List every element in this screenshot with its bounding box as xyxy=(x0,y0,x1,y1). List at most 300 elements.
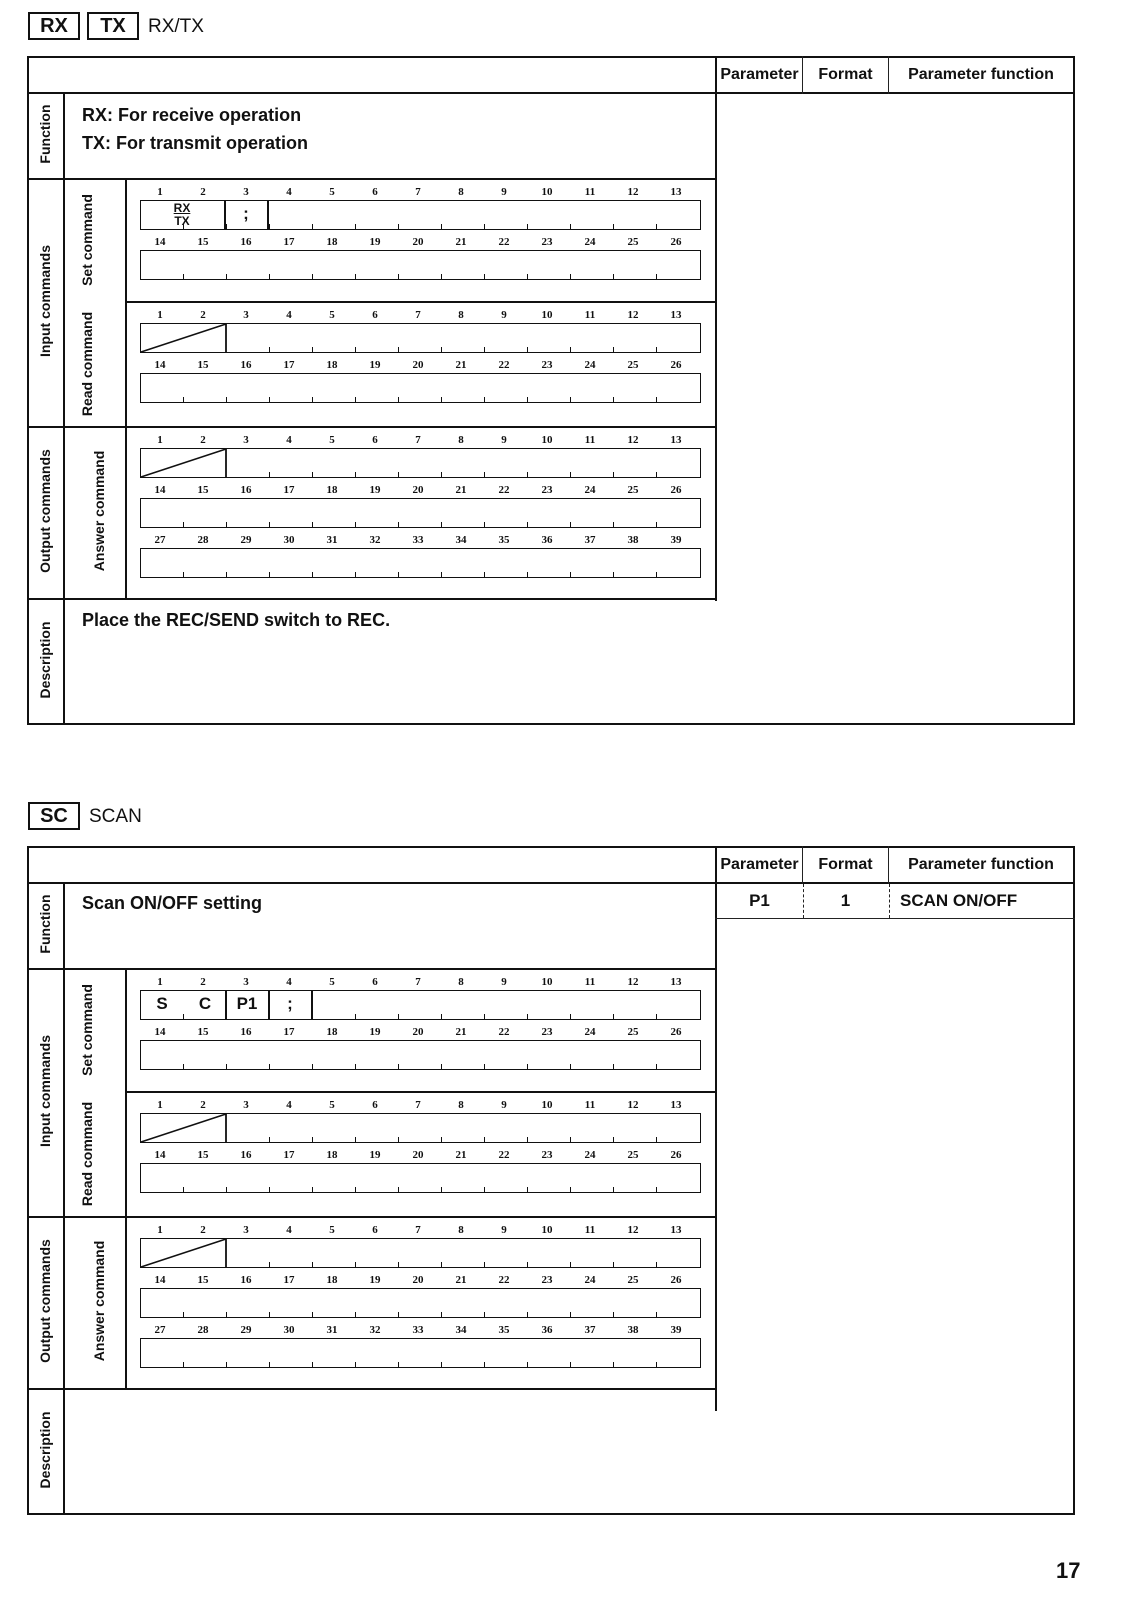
column-number: 11 xyxy=(584,1224,596,1236)
column-number: 21 xyxy=(455,359,467,371)
column-number: 11 xyxy=(584,309,596,321)
column-number: 25 xyxy=(627,1026,639,1038)
column-tick xyxy=(656,522,657,527)
column-tick xyxy=(441,1312,442,1317)
rule-line xyxy=(27,92,1075,94)
column-tick xyxy=(226,224,227,229)
column-tick xyxy=(441,1137,442,1142)
column-number: 16 xyxy=(240,1026,252,1038)
column-number: 1 xyxy=(157,434,163,446)
column-number: 24 xyxy=(584,1149,596,1161)
rule-line xyxy=(63,882,65,1513)
column-tick xyxy=(226,397,227,402)
column-number: 8 xyxy=(458,309,464,321)
column-tick xyxy=(398,1064,399,1069)
column-tick xyxy=(527,1262,528,1267)
column-number: 23 xyxy=(541,1026,553,1038)
column-number: 17 xyxy=(283,484,295,496)
column-number: 19 xyxy=(369,359,381,371)
column-number: 5 xyxy=(329,186,335,198)
sc-tag: SC xyxy=(28,802,80,830)
column-tick xyxy=(226,1064,227,1069)
column-tick xyxy=(398,1014,399,1019)
command-field-box xyxy=(140,498,701,528)
column-number: 28 xyxy=(197,1324,209,1336)
set-cell-p1: P1 xyxy=(236,994,258,1013)
column-number: 4 xyxy=(286,1224,292,1236)
column-number: 25 xyxy=(627,1274,639,1286)
set-cell-rx: RX xyxy=(173,201,191,215)
column-tick xyxy=(355,1312,356,1317)
column-tick xyxy=(312,472,313,477)
function-line-rx: RX: For receive operation xyxy=(82,105,302,125)
column-tick xyxy=(570,1137,571,1142)
column-number: 13 xyxy=(670,309,682,321)
column-number: 15 xyxy=(197,1026,209,1038)
column-tick xyxy=(312,224,313,229)
column-number: 26 xyxy=(670,359,682,371)
dash-divider xyxy=(889,884,890,918)
column-number: 9 xyxy=(501,186,507,198)
command-field-box xyxy=(140,373,701,403)
column-tick xyxy=(269,1312,270,1317)
column-number: 5 xyxy=(329,1099,335,1111)
column-number: 28 xyxy=(197,534,209,546)
column-number: 8 xyxy=(458,976,464,988)
rule-line xyxy=(715,846,717,1411)
command-field-box xyxy=(140,1040,701,1070)
column-number: 19 xyxy=(369,1149,381,1161)
column-number: 2 xyxy=(200,186,206,198)
column-tick xyxy=(441,347,442,352)
column-tick xyxy=(613,1362,614,1367)
column-number: 7 xyxy=(415,1099,421,1111)
rule-line xyxy=(27,1388,715,1390)
column-number: 9 xyxy=(501,1224,507,1236)
command-field-box xyxy=(140,323,701,353)
column-tick xyxy=(441,1014,442,1019)
parameter-header: Parameter xyxy=(720,856,799,873)
column-tick xyxy=(441,472,442,477)
column-number: 7 xyxy=(415,186,421,198)
column-number: 1 xyxy=(157,1224,163,1236)
column-number: 26 xyxy=(670,1026,682,1038)
column-tick xyxy=(441,397,442,402)
column-number: 31 xyxy=(326,1324,338,1336)
column-tick xyxy=(183,1064,184,1069)
column-number: 29 xyxy=(240,534,252,546)
set-cell-c: C xyxy=(198,994,212,1013)
column-tick xyxy=(570,397,571,402)
column-tick xyxy=(355,1014,356,1019)
rule-line xyxy=(125,1091,715,1093)
function-text: Scan ON/OFF setting xyxy=(82,893,263,913)
column-number: 25 xyxy=(627,1149,639,1161)
column-tick xyxy=(613,1312,614,1317)
column-tick xyxy=(226,1312,227,1317)
column-number: 2 xyxy=(200,309,206,321)
column-number: 36 xyxy=(541,534,553,546)
column-tick xyxy=(398,1312,399,1317)
column-tick xyxy=(312,522,313,527)
column-tick xyxy=(398,1362,399,1367)
column-tick xyxy=(269,224,270,229)
column-number: 24 xyxy=(584,359,596,371)
column-number: 6 xyxy=(372,186,378,198)
column-number: 17 xyxy=(283,1274,295,1286)
column-tick xyxy=(269,274,270,279)
column-number: 18 xyxy=(326,1026,338,1038)
column-tick xyxy=(269,347,270,352)
column-number: 37 xyxy=(584,534,596,546)
column-number: 39 xyxy=(670,534,682,546)
column-tick xyxy=(527,1137,528,1142)
column-number: 39 xyxy=(670,1324,682,1336)
column-tick xyxy=(226,1362,227,1367)
column-number: 22 xyxy=(498,1149,510,1161)
column-tick xyxy=(226,274,227,279)
column-number: 2 xyxy=(200,1099,206,1111)
rule-line xyxy=(27,598,715,600)
column-number: 10 xyxy=(541,186,553,198)
column-tick xyxy=(183,572,184,577)
column-tick xyxy=(355,1187,356,1192)
column-number: 3 xyxy=(243,186,249,198)
command-field-box xyxy=(140,1163,701,1193)
column-tick xyxy=(355,1362,356,1367)
column-number: 34 xyxy=(455,534,467,546)
section1-title: RX/TX xyxy=(148,16,204,37)
column-tick xyxy=(570,1014,571,1019)
rule-line xyxy=(27,178,715,180)
column-tick xyxy=(613,1137,614,1142)
column-tick xyxy=(656,572,657,577)
column-number: 34 xyxy=(455,1324,467,1336)
column-tick xyxy=(613,1014,614,1019)
column-number: 26 xyxy=(670,1274,682,1286)
column-tick xyxy=(355,1137,356,1142)
column-tick xyxy=(226,1187,227,1192)
column-number: 4 xyxy=(286,434,292,446)
column-tick xyxy=(656,274,657,279)
column-number: 6 xyxy=(372,1099,378,1111)
column-tick xyxy=(269,397,270,402)
cell-divider xyxy=(267,200,269,230)
column-tick xyxy=(183,1014,184,1019)
output-commands-label: Output commands xyxy=(37,1239,53,1363)
column-number: 2 xyxy=(200,1224,206,1236)
column-number: 30 xyxy=(283,1324,295,1336)
column-number: 11 xyxy=(584,976,596,988)
param-p1: P1 xyxy=(749,891,770,910)
column-tick xyxy=(398,572,399,577)
column-tick xyxy=(527,274,528,279)
column-tick xyxy=(484,1262,485,1267)
column-tick xyxy=(398,397,399,402)
column-number: 19 xyxy=(369,236,381,248)
rule-line xyxy=(63,92,65,723)
column-number: 13 xyxy=(670,186,682,198)
column-number: 3 xyxy=(243,1224,249,1236)
column-tick xyxy=(183,1187,184,1192)
rule-line xyxy=(27,882,1075,884)
column-tick xyxy=(613,347,614,352)
column-tick xyxy=(527,1064,528,1069)
column-number: 21 xyxy=(455,1149,467,1161)
column-tick xyxy=(312,1262,313,1267)
column-number: 12 xyxy=(627,434,639,446)
column-number: 10 xyxy=(541,976,553,988)
column-tick xyxy=(312,347,313,352)
column-number: 35 xyxy=(498,1324,510,1336)
column-number: 10 xyxy=(541,1224,553,1236)
column-tick xyxy=(269,572,270,577)
rule-line xyxy=(715,918,1075,919)
answer-command-label: Answer command xyxy=(91,1240,107,1362)
column-number: 13 xyxy=(670,976,682,988)
column-number: 21 xyxy=(455,1274,467,1286)
column-tick xyxy=(613,1187,614,1192)
column-tick xyxy=(527,347,528,352)
column-tick xyxy=(613,1064,614,1069)
column-tick xyxy=(441,1064,442,1069)
column-tick xyxy=(441,1262,442,1267)
column-number: 18 xyxy=(326,1274,338,1286)
column-tick xyxy=(441,274,442,279)
column-tick xyxy=(398,522,399,527)
column-number: 25 xyxy=(627,236,639,248)
column-tick xyxy=(527,1312,528,1317)
page-number: 17 xyxy=(1056,1558,1081,1583)
command-field-box xyxy=(140,1288,701,1318)
column-number: 23 xyxy=(541,1274,553,1286)
column-number: 38 xyxy=(627,534,639,546)
column-number: 7 xyxy=(415,976,421,988)
column-number: 25 xyxy=(627,484,639,496)
column-tick xyxy=(656,1014,657,1019)
column-tick xyxy=(269,1187,270,1192)
column-tick xyxy=(570,522,571,527)
rule-line xyxy=(27,56,29,725)
column-tick xyxy=(226,572,227,577)
column-number: 1 xyxy=(157,976,163,988)
column-number: 27 xyxy=(154,534,166,546)
command-field-box xyxy=(140,1238,701,1268)
command-field-box xyxy=(140,448,701,478)
rule-line xyxy=(715,56,717,601)
column-number: 24 xyxy=(584,484,596,496)
parameter-function-header: Parameter function xyxy=(908,66,1054,83)
column-tick xyxy=(183,274,184,279)
column-tick xyxy=(183,1362,184,1367)
set-command-label: Set command xyxy=(79,193,95,286)
column-number: 31 xyxy=(326,534,338,546)
column-tick xyxy=(570,1312,571,1317)
column-number: 16 xyxy=(240,484,252,496)
column-tick xyxy=(355,522,356,527)
description-label: Description xyxy=(37,621,53,699)
column-tick xyxy=(441,522,442,527)
column-tick xyxy=(527,472,528,477)
column-tick xyxy=(312,1362,313,1367)
function-line-tx: TX: For transmit operation xyxy=(82,133,309,153)
tx-tag: TX xyxy=(87,12,139,40)
column-number: 1 xyxy=(157,309,163,321)
column-number: 32 xyxy=(369,534,381,546)
command-field-box xyxy=(140,1113,701,1143)
column-tick xyxy=(613,472,614,477)
column-number: 5 xyxy=(329,309,335,321)
column-number: 8 xyxy=(458,1224,464,1236)
column-tick xyxy=(312,397,313,402)
column-number: 20 xyxy=(412,359,424,371)
column-number: 3 xyxy=(243,309,249,321)
column-number: 16 xyxy=(240,1149,252,1161)
column-number: 7 xyxy=(415,1224,421,1236)
column-number: 14 xyxy=(154,484,166,496)
column-number: 21 xyxy=(455,484,467,496)
column-tick xyxy=(527,522,528,527)
column-tick xyxy=(656,1187,657,1192)
column-tick xyxy=(183,522,184,527)
column-tick xyxy=(398,274,399,279)
column-tick xyxy=(656,347,657,352)
column-tick xyxy=(355,1064,356,1069)
column-number: 25 xyxy=(627,359,639,371)
column-number: 12 xyxy=(627,1099,639,1111)
rule-line xyxy=(27,723,1075,725)
parameter-function-header: Parameter function xyxy=(908,856,1054,873)
column-number: 9 xyxy=(501,434,507,446)
column-number: 26 xyxy=(670,484,682,496)
column-tick xyxy=(570,1262,571,1267)
column-number: 22 xyxy=(498,1026,510,1038)
column-number: 7 xyxy=(415,309,421,321)
column-number: 4 xyxy=(286,1099,292,1111)
column-tick xyxy=(527,224,528,229)
column-number: 15 xyxy=(197,359,209,371)
section2-title: SCAN xyxy=(89,806,142,827)
column-number: 5 xyxy=(329,434,335,446)
column-number: 21 xyxy=(455,1026,467,1038)
command-field-box xyxy=(140,548,701,578)
column-number: 12 xyxy=(627,976,639,988)
column-number: 16 xyxy=(240,236,252,248)
command-field-box xyxy=(140,1338,701,1368)
column-number: 6 xyxy=(372,1224,378,1236)
column-tick xyxy=(441,1187,442,1192)
column-tick xyxy=(398,347,399,352)
column-number: 19 xyxy=(369,1274,381,1286)
column-tick xyxy=(527,1362,528,1367)
column-tick xyxy=(312,1312,313,1317)
column-number: 5 xyxy=(329,1224,335,1236)
column-tick xyxy=(269,1362,270,1367)
column-tick xyxy=(570,274,571,279)
column-number: 13 xyxy=(670,1099,682,1111)
column-number: 24 xyxy=(584,1274,596,1286)
column-number: 26 xyxy=(670,236,682,248)
rule-line xyxy=(27,1216,715,1218)
output-commands-label: Output commands xyxy=(37,449,53,573)
rule-line xyxy=(1073,846,1075,1515)
format-header: Format xyxy=(818,66,873,83)
column-tick xyxy=(570,1187,571,1192)
column-tick xyxy=(355,472,356,477)
column-tick xyxy=(484,572,485,577)
column-number: 8 xyxy=(458,434,464,446)
column-number: 13 xyxy=(670,1224,682,1236)
column-number: 5 xyxy=(329,976,335,988)
column-tick xyxy=(355,1262,356,1267)
command-field-box xyxy=(140,250,701,280)
column-tick xyxy=(484,224,485,229)
column-number: 14 xyxy=(154,359,166,371)
format-1: 1 xyxy=(840,891,851,910)
column-tick xyxy=(484,397,485,402)
column-tick xyxy=(269,522,270,527)
column-tick xyxy=(484,1014,485,1019)
column-number: 26 xyxy=(670,1149,682,1161)
rule-line xyxy=(27,968,715,970)
column-tick xyxy=(484,347,485,352)
column-number: 15 xyxy=(197,1149,209,1161)
input-commands-label: Input commands xyxy=(37,1035,53,1148)
column-number: 38 xyxy=(627,1324,639,1336)
column-number: 20 xyxy=(412,1026,424,1038)
column-number: 17 xyxy=(283,1149,295,1161)
column-number: 17 xyxy=(283,359,295,371)
column-number: 33 xyxy=(412,534,424,546)
rule-line xyxy=(27,1513,1075,1515)
set-cell-s: S xyxy=(156,994,168,1013)
column-tick xyxy=(527,1187,528,1192)
column-tick xyxy=(398,1262,399,1267)
column-number: 23 xyxy=(541,236,553,248)
column-tick xyxy=(656,472,657,477)
column-tick xyxy=(355,274,356,279)
column-number: 18 xyxy=(326,236,338,248)
column-number: 3 xyxy=(243,1099,249,1111)
column-tick xyxy=(312,1187,313,1192)
column-number: 15 xyxy=(197,484,209,496)
column-number: 3 xyxy=(243,434,249,446)
column-number: 9 xyxy=(501,309,507,321)
column-number: 27 xyxy=(154,1324,166,1336)
column-tick xyxy=(269,1064,270,1069)
column-number: 17 xyxy=(283,236,295,248)
column-number: 14 xyxy=(154,1149,166,1161)
column-tick xyxy=(355,224,356,229)
column-number: 16 xyxy=(240,359,252,371)
column-number: 3 xyxy=(243,976,249,988)
read-command-label: Read command xyxy=(79,1101,95,1206)
function-label: Function xyxy=(37,894,53,954)
column-number: 18 xyxy=(326,359,338,371)
column-number: 8 xyxy=(458,186,464,198)
column-number: 30 xyxy=(283,534,295,546)
column-tick xyxy=(484,472,485,477)
column-tick xyxy=(613,572,614,577)
column-number: 13 xyxy=(670,434,682,446)
column-tick xyxy=(484,1312,485,1317)
column-tick xyxy=(441,224,442,229)
column-tick xyxy=(613,274,614,279)
column-number: 11 xyxy=(584,434,596,446)
column-number: 2 xyxy=(200,434,206,446)
set-cell-semicolon: ; xyxy=(243,204,249,223)
column-tick xyxy=(570,572,571,577)
